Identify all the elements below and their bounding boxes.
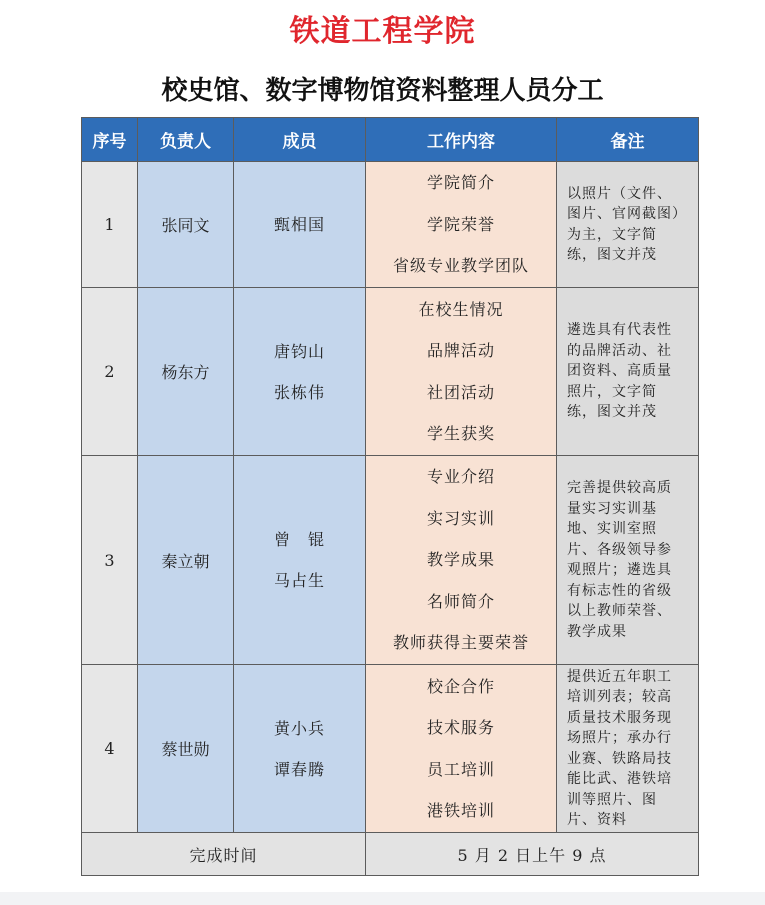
work-item: 港铁培训 bbox=[426, 801, 495, 820]
header-note: 备注 bbox=[557, 118, 699, 162]
header-seq: 序号 bbox=[82, 118, 138, 162]
row-number: 3 bbox=[82, 456, 138, 665]
member-name: 谭春腾 bbox=[273, 759, 325, 779]
footer-label: 完成时间 bbox=[82, 833, 366, 876]
work-item: 社团活动 bbox=[426, 382, 495, 402]
footer-value: 5 月 2 日上午 9 点 bbox=[366, 833, 699, 876]
work-item: 技术服务 bbox=[426, 718, 495, 737]
footer-row bbox=[82, 833, 699, 876]
member-name: 唐钧山 bbox=[273, 341, 325, 361]
table-header-row bbox=[82, 118, 699, 162]
row-note: 以照片（文件、图片、官网截图）为主，文字简练，图文并茂 bbox=[557, 162, 699, 288]
row-members bbox=[234, 162, 366, 288]
work-item: 学院荣誉 bbox=[426, 214, 495, 234]
page-subtitle: 校史馆、数字博物馆资料整理人员分工 bbox=[161, 76, 604, 106]
header-members: 成员 bbox=[234, 118, 366, 162]
row-work bbox=[366, 456, 557, 665]
member-name: 曾 锟 bbox=[273, 530, 325, 549]
row-note: 提供近五年职工培训列表；较高质量技术服务现场照片；承办行业赛、铁路局技能比武、港铁培训等照片、图片、资料 bbox=[557, 665, 699, 833]
row-note: 完善提供较高质量实习实训基地、实训室照片、各级领导参观照片；遴选具有标志性的省级以上教师荣誉、教学成果 bbox=[557, 456, 699, 665]
header-work: 工作内容 bbox=[366, 118, 557, 162]
member-name: 马占生 bbox=[273, 571, 325, 590]
page-title: 铁道工程学院 bbox=[289, 14, 476, 49]
row-note: 遴选具有代表性的品牌活动、社团资料、高质量照片，文字简练，图文并茂 bbox=[557, 288, 699, 456]
row-owner: 张同文 bbox=[138, 162, 234, 288]
header-owner: 负责人 bbox=[138, 118, 234, 162]
work-item: 校企合作 bbox=[426, 676, 495, 696]
table-row bbox=[82, 665, 699, 833]
member-name: 黄小兵 bbox=[273, 718, 325, 738]
work-item: 在校生情况 bbox=[418, 299, 504, 319]
bottom-strip bbox=[0, 892, 765, 905]
work-item: 实习实训 bbox=[426, 508, 495, 528]
member-name: 张栋伟 bbox=[273, 382, 325, 402]
row-work bbox=[366, 162, 557, 288]
row-owner: 蔡世勋 bbox=[138, 665, 234, 833]
work-item: 专业介绍 bbox=[426, 467, 495, 487]
row-members bbox=[234, 456, 366, 665]
table-row bbox=[82, 456, 699, 665]
row-work bbox=[366, 665, 557, 833]
work-item: 员工培训 bbox=[426, 759, 495, 779]
work-item: 名师简介 bbox=[426, 591, 495, 611]
row-work bbox=[366, 288, 557, 456]
row-members bbox=[234, 288, 366, 456]
assignment-table bbox=[81, 117, 699, 876]
member-name: 甄相国 bbox=[273, 215, 325, 234]
row-number: 1 bbox=[82, 162, 138, 288]
work-item: 省级专业教学团队 bbox=[392, 256, 529, 276]
table-row bbox=[82, 162, 699, 288]
table-row bbox=[82, 288, 699, 456]
work-item: 教师获得主要荣誉 bbox=[392, 633, 529, 653]
row-owner: 杨东方 bbox=[138, 288, 234, 456]
row-number: 2 bbox=[82, 288, 138, 456]
work-item: 学院简介 bbox=[426, 173, 495, 193]
row-members bbox=[234, 665, 366, 833]
work-item: 学生获奖 bbox=[426, 424, 495, 443]
row-owner: 秦立朝 bbox=[138, 456, 234, 665]
row-number: 4 bbox=[82, 665, 138, 833]
work-item: 教学成果 bbox=[426, 550, 495, 570]
work-item: 品牌活动 bbox=[426, 341, 495, 360]
